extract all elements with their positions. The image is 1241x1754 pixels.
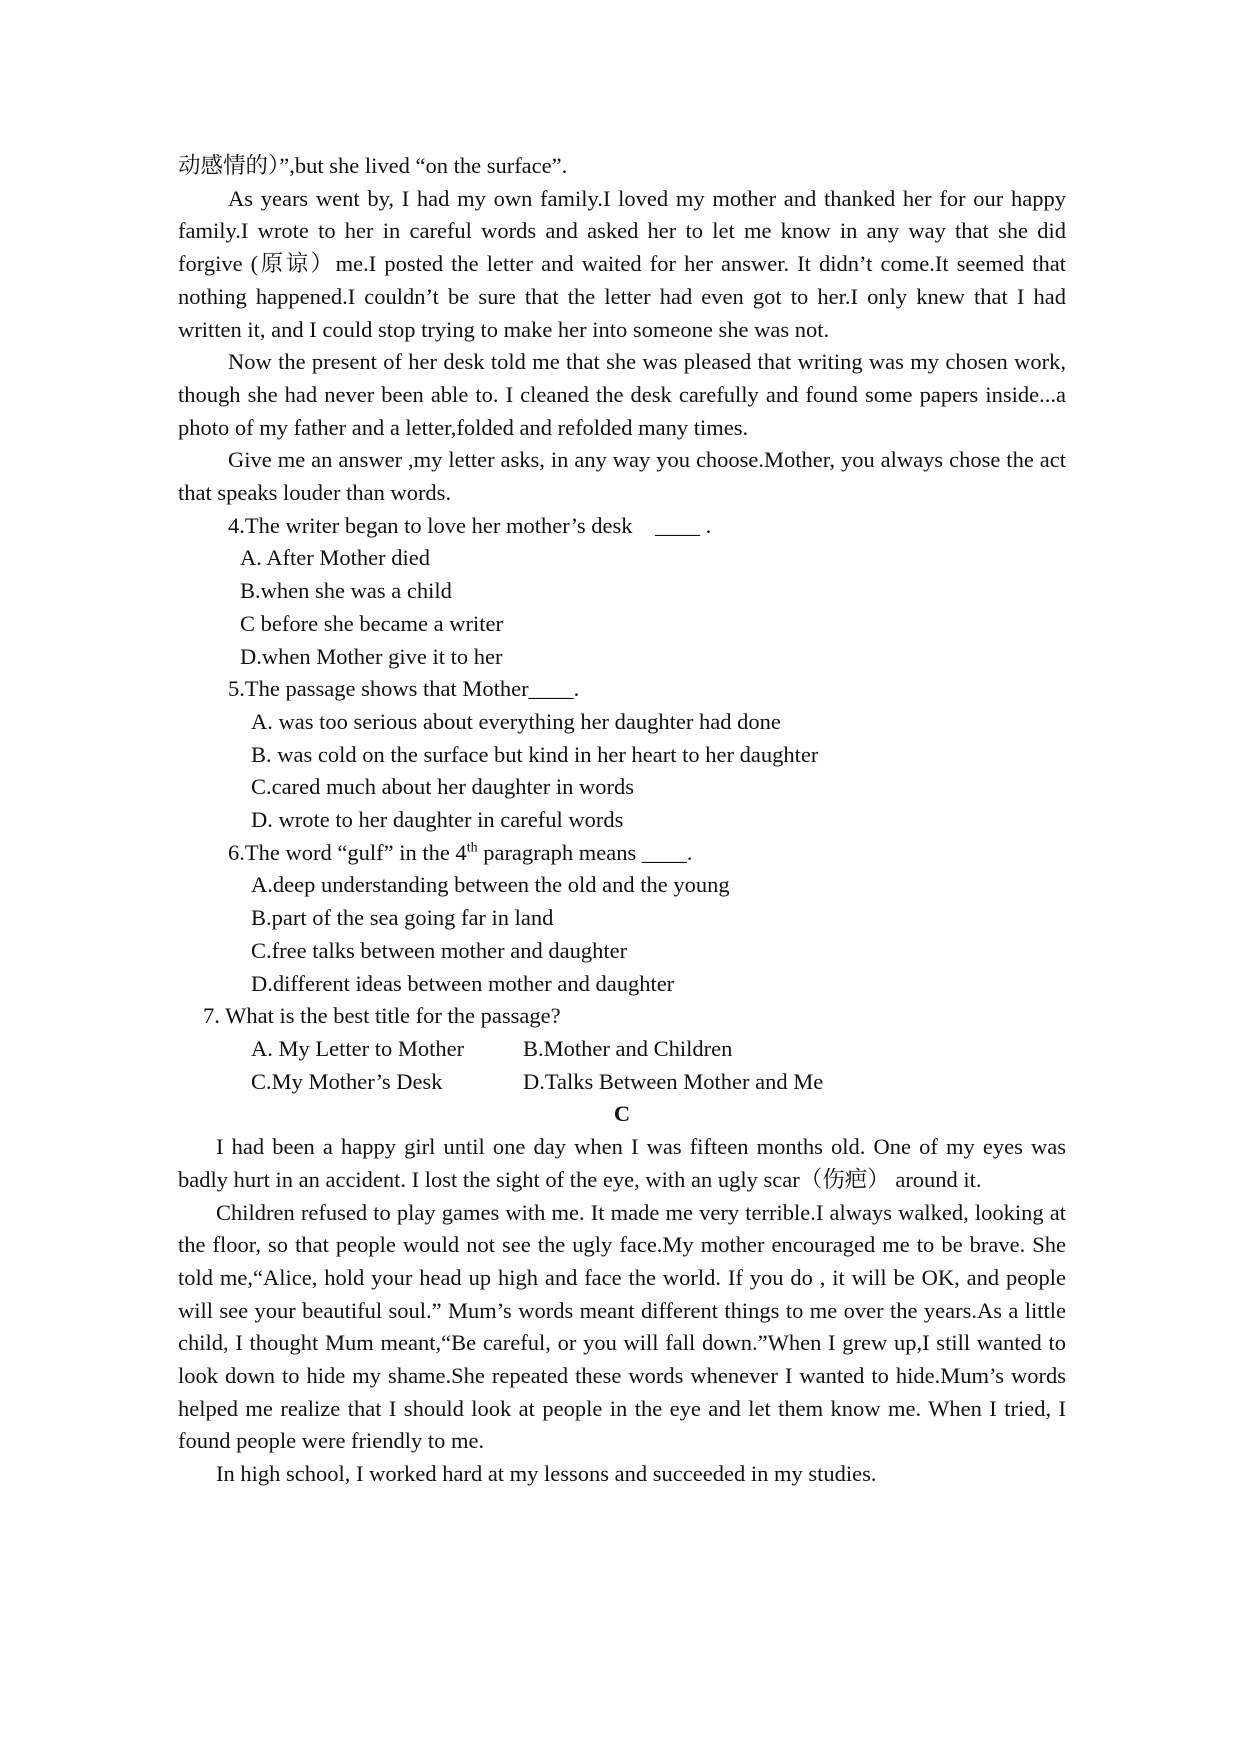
option-d: D.Talks Between Mother and Me xyxy=(523,1068,824,1094)
option-d: D. wrote to her daughter in careful words xyxy=(251,807,624,833)
paragraph-continuation: 动感情的）”,but she lived “on the surface”. xyxy=(178,153,568,178)
option-b: B.Mother and Children xyxy=(523,1035,733,1061)
superscript: th xyxy=(466,840,478,856)
paragraph: Children refused to play games with me. It made me very terrible.I always walked, looking at the floor, so that people would not see the ugly face.My mother encouraged me to be brave. She told me,“Alice, hold your head up high and face the world. If you do , it will be OK, and people will see your beautiful soul.” Mum’s words meant different things to me over the years.As a little child, I thought Mum meant,“Be careful, or you will fall down.”When I grew up,I still wanted to look down to hide my shame.She repeated these words whenever I wanted to hide.Mum’s words helped me realize that I should look at people in the eye and let them know me. When I tried, I found people were friendly to me. xyxy=(178,1199,1066,1454)
option-a: A. My Letter to Mother xyxy=(251,1035,465,1061)
option-a: A. After Mother died xyxy=(240,545,430,571)
question-stem: 4.The writer began to love her mother’s desk ____ . xyxy=(228,512,712,538)
option-c: C.free talks between mother and daughter xyxy=(251,937,628,963)
option-a: A.deep understanding between the old and the young xyxy=(251,872,730,898)
paragraph: I had been a happy girl until one day when I was fifteen months old. One of my eyes was badly hurt in an accident. I lost the sight of the eye, with an ugly scar（伤疤） around it. xyxy=(178,1134,1066,1192)
question-stem: 5.The passage shows that Mother____. xyxy=(228,676,580,702)
option-b: B.when she was a child xyxy=(240,578,452,604)
paragraph: In high school, I worked hard at my lessons and succeeded in my studies. xyxy=(216,1461,877,1487)
option-b: B. was cold on the surface but kind in her heart to her daughter xyxy=(251,741,819,767)
paragraph: Now the present of her desk told me that she was pleased that writing was my chosen work, though she had never been able to. I cleaned the desk carefully and found some papers inside...a photo of my father and a letter,folded and refolded many times. xyxy=(178,349,1066,440)
paragraph: Give me an answer ,my letter asks, in any way you choose.Mother, you always chose the act that speaks louder than words. xyxy=(178,447,1066,506)
option-b: B.part of the sea going far in land xyxy=(251,905,554,931)
document-page xyxy=(178,150,1066,1491)
option-c: C before she became a writer xyxy=(240,610,503,636)
section-heading: C xyxy=(613,1101,631,1127)
question-7 xyxy=(178,1000,1066,1098)
option-d: D.different ideas between mother and daughter xyxy=(251,970,675,996)
option-c: C.My Mother’s Desk xyxy=(251,1068,443,1094)
option-a: A. was too serious about everything her daughter had done xyxy=(251,708,781,734)
question-5 xyxy=(178,673,1066,837)
question-6 xyxy=(178,837,1066,1001)
question-4 xyxy=(178,510,1066,674)
paragraph: As years went by, I had my own family.I loved my mother and thanked her for our happy family.I wrote to her in careful words and asked her to let me know in any way that she did forgive (原谅）me.I posted the letter and waited for her answer. It didn’t come.It seemed that nothing happened.I couldn’t be sure that the letter had even got to her.I only knew that I had written it, and I could stop trying to make her into someone she was not. xyxy=(178,185,1066,342)
option-c: C.cared much about her daughter in words xyxy=(251,774,635,800)
option-row xyxy=(178,1033,1066,1066)
option-d: D.when Mother give it to her xyxy=(240,643,503,669)
question-stem: 6.The word “gulf” in the 4th paragraph means ____. xyxy=(228,839,693,865)
question-stem: 7. What is the best title for the passage? xyxy=(203,1003,561,1029)
option-row xyxy=(178,1066,1066,1099)
